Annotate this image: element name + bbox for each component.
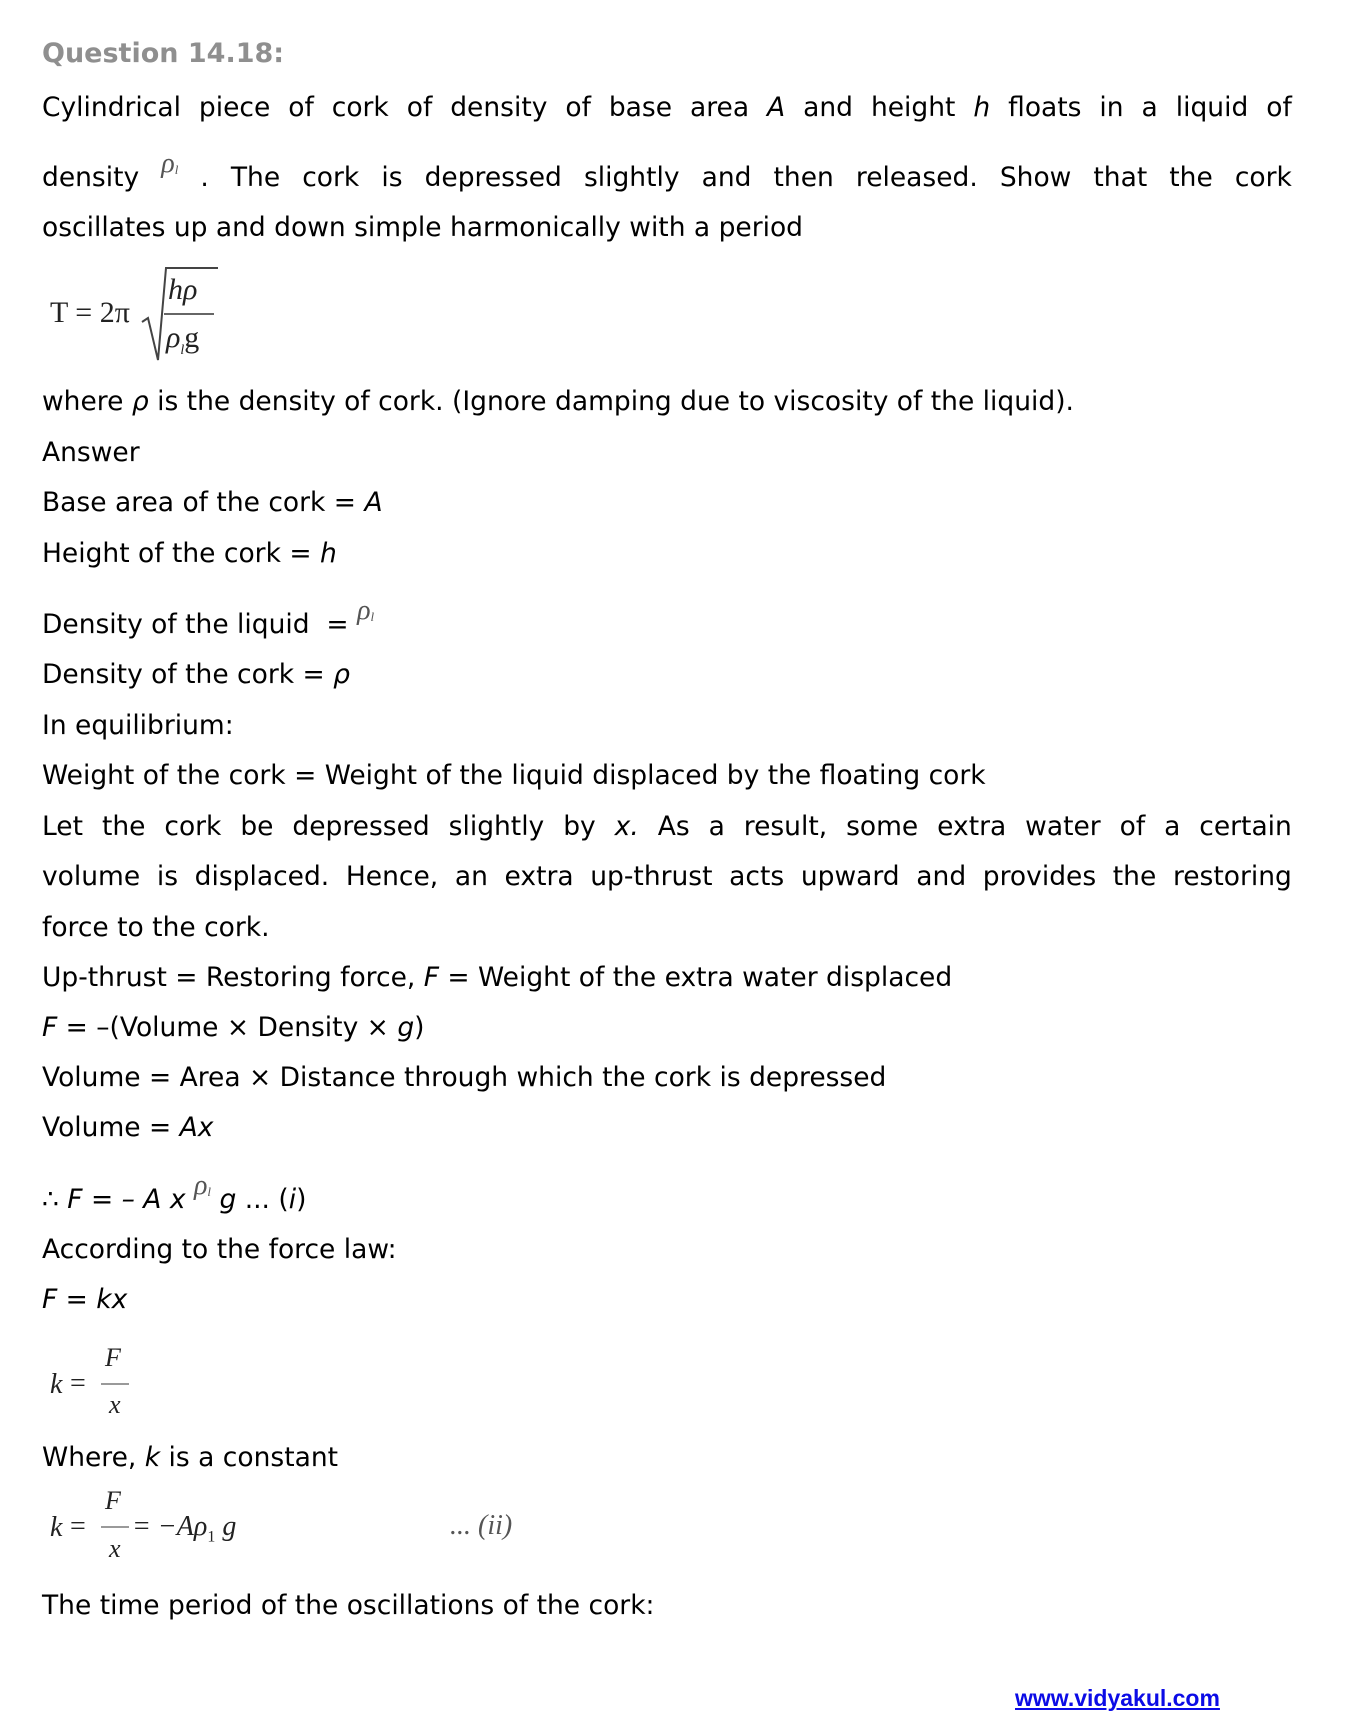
force-line: force to the cork. <box>42 912 270 943</box>
word: is <box>156 861 178 892</box>
question-title: Question 14.18: <box>42 38 285 69</box>
word: result, <box>743 811 828 842</box>
word: depressed <box>292 811 430 842</box>
upthrust-line <box>42 962 952 994</box>
word: of <box>288 92 314 123</box>
word: The <box>230 162 281 193</box>
text: ... ( <box>236 1184 289 1215</box>
rho-subscript: l <box>180 343 185 358</box>
word: is <box>381 162 403 193</box>
text: Base area of the cork = <box>42 487 365 518</box>
question-line-1 <box>42 92 1292 124</box>
text: where <box>42 386 132 417</box>
text: Up-thrust = Restoring force, <box>42 962 424 993</box>
variable-A: A <box>767 92 786 123</box>
word: cork <box>1234 162 1292 193</box>
word: provides <box>982 861 1097 892</box>
word: cork <box>331 92 389 123</box>
word: . <box>200 162 209 193</box>
word: volume <box>42 861 141 892</box>
rhs-text: = −Aρ <box>132 1511 208 1542</box>
word: released. <box>855 162 978 193</box>
volume-displaced-line <box>42 861 1292 893</box>
text: is a constant <box>160 1442 339 1473</box>
word: be <box>240 811 274 842</box>
rho-subscript: l <box>174 162 179 177</box>
rho-subscript: 1 <box>207 1528 216 1546</box>
word: Cylindrical <box>42 92 181 123</box>
word: restoring <box>1172 861 1292 892</box>
word: floats <box>1008 92 1082 123</box>
word: height <box>870 92 956 123</box>
word: cork <box>164 811 222 842</box>
k-symbol: k <box>50 1369 63 1400</box>
text: Density of the cork = <box>42 659 334 690</box>
word: of <box>1266 92 1292 123</box>
variable-h: h <box>973 92 991 123</box>
equals-sign: = <box>70 1511 86 1542</box>
word: extra <box>937 811 1007 842</box>
volume-definition-line: Volume = Area × Distance through which the cork is depressed <box>42 1062 887 1093</box>
word: extra <box>504 861 574 892</box>
formula-numerator: hρ <box>168 273 198 306</box>
variable-g: g <box>219 1184 237 1215</box>
height-line <box>42 538 337 570</box>
rho-liquid-symbol <box>194 1170 211 1206</box>
variable-x: x. <box>614 811 639 842</box>
text: Where, <box>42 1442 145 1473</box>
fraction-bar <box>101 1383 129 1385</box>
density-liquid-line <box>42 595 375 645</box>
word: slightly <box>583 162 680 193</box>
rho-symbol: ρ <box>166 321 181 354</box>
text: is the density of cork. (Ignore damping due to viscosity of the liquid). <box>148 386 1074 417</box>
variable-k: k <box>144 1442 161 1473</box>
word: up-thrust <box>590 861 713 892</box>
text: = Weight of the extra water displaced <box>438 962 953 993</box>
word: of <box>406 92 433 123</box>
equilibrium-line: In equilibrium: <box>42 710 234 741</box>
denominator-x: x <box>109 1534 121 1563</box>
variable-g: g <box>397 1012 415 1043</box>
word: upward <box>800 861 900 892</box>
word: cork <box>302 162 360 193</box>
where-rho-line <box>42 386 1074 418</box>
therefore-symbol: ∴ <box>42 1184 68 1215</box>
word: As <box>657 811 690 842</box>
word: the <box>1112 861 1157 892</box>
word: base <box>608 92 673 123</box>
therefore-line <box>42 1170 307 1220</box>
word: density <box>42 162 140 193</box>
answer-heading: Answer <box>42 437 140 468</box>
rho-subscript: l <box>207 1184 212 1199</box>
equation-text: F = – A x <box>67 1184 194 1215</box>
fraction-bar <box>101 1526 129 1528</box>
f-kx-line: F = kx <box>42 1284 128 1315</box>
word: of <box>565 92 591 123</box>
word: then <box>773 162 834 193</box>
text: Density of the liquid = <box>42 609 358 640</box>
text: = –(Volume × Density × <box>57 1012 398 1043</box>
word: Show <box>999 162 1072 193</box>
variable-F: F <box>423 962 439 993</box>
force-law-line: According to the force law: <box>42 1234 397 1265</box>
word: depressed <box>424 162 562 193</box>
base-area-line <box>42 487 383 519</box>
variable-A: A <box>364 487 383 518</box>
rho-symbol: ρ <box>161 148 175 179</box>
word: displaced. <box>194 861 330 892</box>
word: and <box>701 162 752 193</box>
word: area <box>689 92 750 123</box>
word: a <box>1164 811 1181 842</box>
word: an <box>454 861 488 892</box>
formula-lhs: T = 2π <box>50 296 130 329</box>
text: Height of the cork = <box>42 538 320 569</box>
word: certain <box>1199 811 1292 842</box>
equation-label: i <box>288 1184 297 1215</box>
word: of <box>1119 811 1146 842</box>
word: piece <box>198 92 271 123</box>
rho-symbol: ρ <box>357 595 371 626</box>
rhs-expression <box>132 1513 236 1546</box>
word: a <box>708 811 725 842</box>
word: Hence, <box>345 861 439 892</box>
fraction-bar <box>164 313 214 315</box>
numerator-F: F <box>105 1343 121 1372</box>
where-k-line <box>42 1442 338 1474</box>
question-line-2 <box>42 148 1292 198</box>
equals-sign: = <box>70 1368 86 1399</box>
denominator-x: x <box>109 1390 121 1419</box>
word: and <box>803 92 853 123</box>
text: ) <box>414 1012 425 1043</box>
word: slightly <box>448 811 545 842</box>
word: Let <box>42 811 83 842</box>
text: ) <box>296 1184 307 1215</box>
word: liquid <box>1175 92 1249 123</box>
word: acts <box>729 861 785 892</box>
word: in <box>1099 92 1124 123</box>
rho-subscript: l <box>370 609 375 624</box>
let-line <box>42 811 1292 843</box>
word: a <box>1141 92 1158 123</box>
rho-liquid-symbol <box>161 148 178 184</box>
density-cork-line <box>42 659 350 691</box>
word: that <box>1093 162 1148 193</box>
word: by <box>563 811 596 842</box>
formula-denominator <box>166 323 199 358</box>
word: and <box>916 861 967 892</box>
variable-h: h <box>319 538 337 569</box>
word: the <box>1169 162 1213 193</box>
weight-line: Weight of the cork = Weight of the liquid displaced by the floating cork <box>42 760 986 791</box>
force-equation-line <box>42 1012 424 1044</box>
variable-rho: ρ <box>131 386 149 417</box>
text: Volume = <box>42 1112 180 1143</box>
variable-F: F <box>42 1012 58 1043</box>
rho-liquid-symbol <box>357 595 374 631</box>
equation-label-ii: ... (ii) <box>450 1510 513 1541</box>
question-line-3: oscillates up and down simple harmonically with a period <box>42 212 803 243</box>
numerator-F: F <box>105 1486 121 1515</box>
vidyakul-link[interactable]: www.vidyakul.com <box>1015 1685 1220 1711</box>
word: the <box>101 811 146 842</box>
rho-symbol: ρ <box>193 1170 208 1201</box>
variable-Ax: Ax <box>179 1112 214 1143</box>
variable-rho: ρ <box>333 659 350 690</box>
volume-ax-line <box>42 1112 213 1144</box>
g-symbol: g <box>215 1511 237 1542</box>
k-symbol: k <box>50 1512 63 1543</box>
word: density <box>450 92 548 123</box>
word: some <box>846 811 919 842</box>
g-symbol: g <box>184 321 200 354</box>
word: water <box>1025 811 1101 842</box>
time-period-line: The time period of the oscillations of the cork: <box>42 1590 655 1621</box>
